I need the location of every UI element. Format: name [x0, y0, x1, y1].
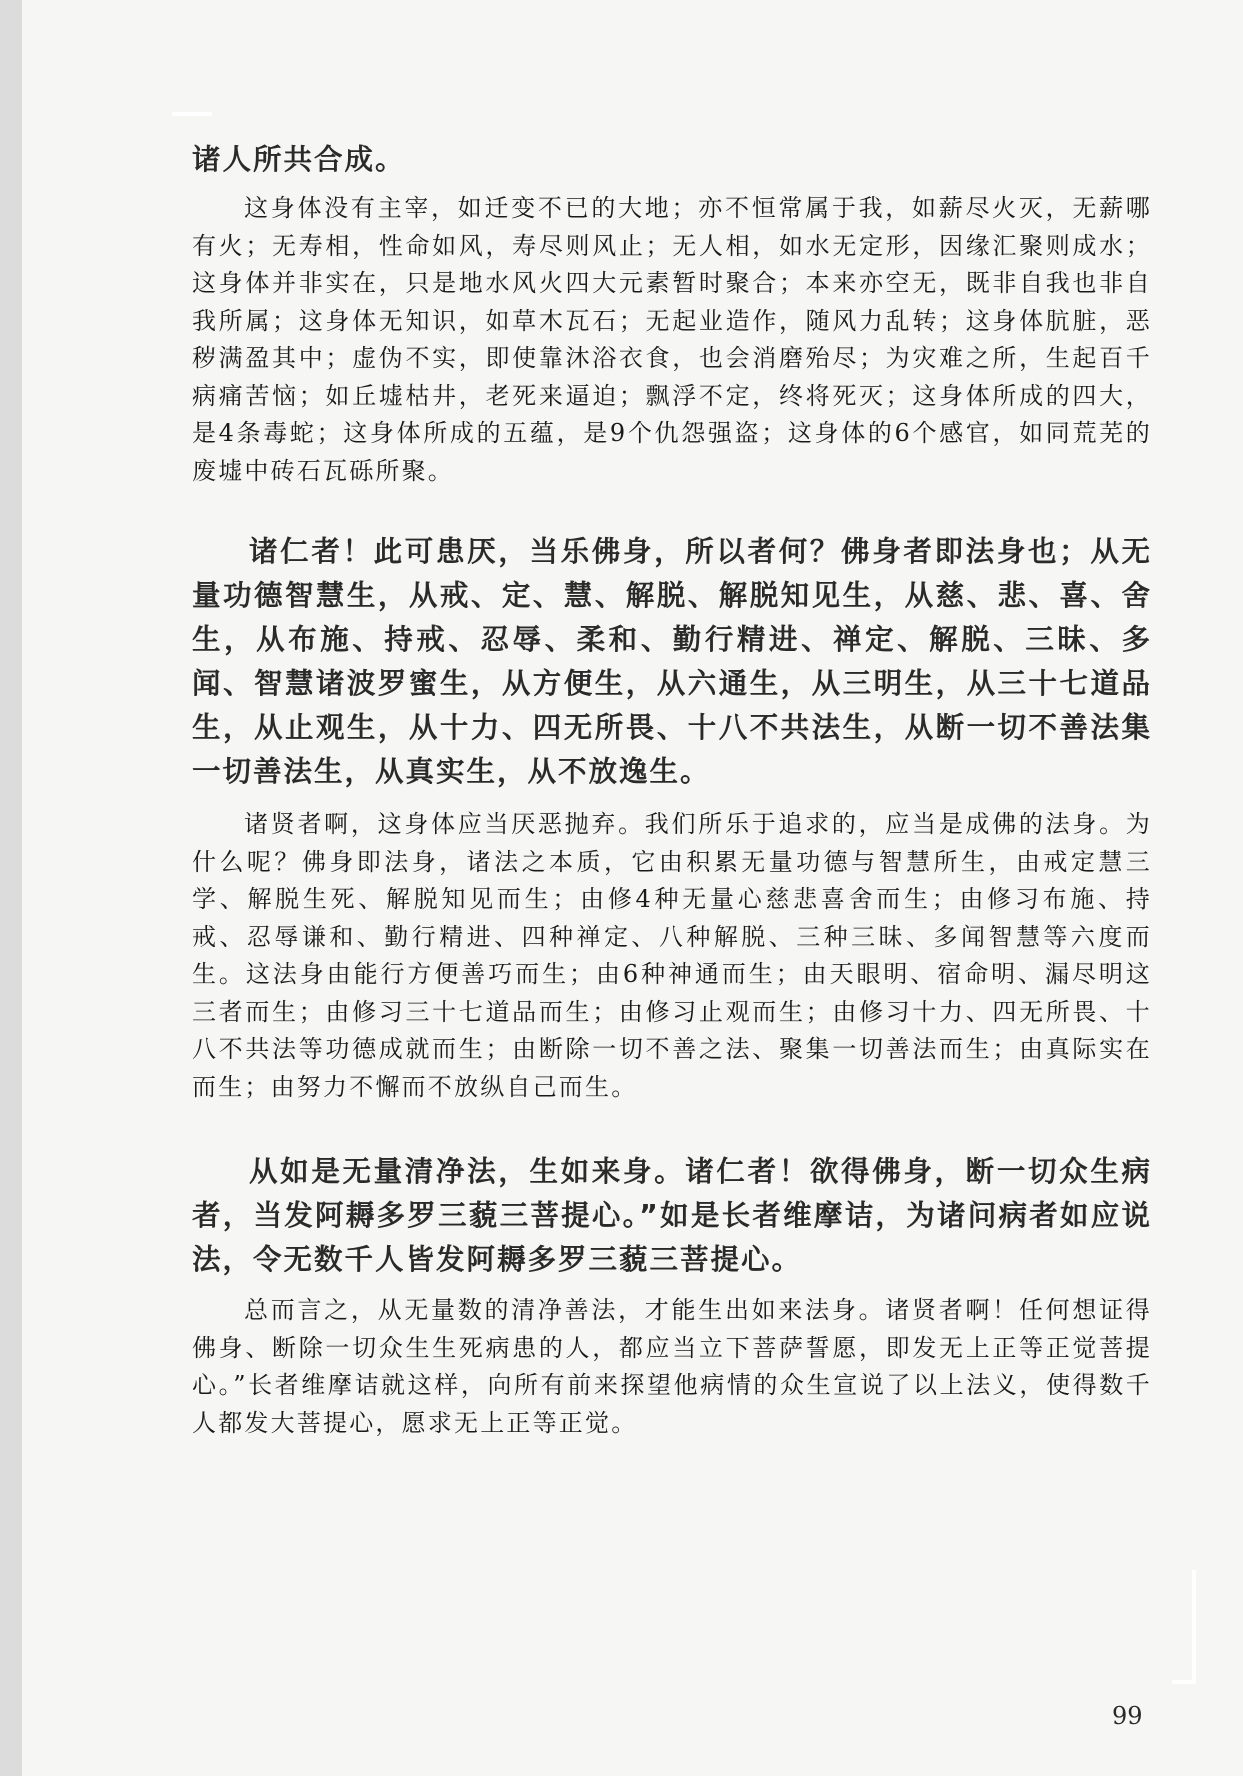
translation-paragraph-3: 总而言之，从无量数的清净善法，才能生出如来法身。诸贤者啊！任何想证得佛身、断除一切众生生死病患的人，都应当立下菩萨誓愿，即发无上正等正觉菩提心。”长者维摩诘就这样，向所有前来探望他病情的众生宣说了以上法义，使得数千人都发大菩提心，愿求无上正等正觉。	[192, 1296, 1152, 1437]
sutra-paragraph-1: 诸人所共合成。	[192, 143, 406, 176]
page-body	[192, 138, 1152, 1442]
translation-paragraph-1: 这身体没有主宰，如迁变不已的大地；亦不恒常属于我，如薪尽火灭，无薪哪有火；无寿相，性命如风，寿尽则风止；无人相，如水无定形，因缘汇聚则成水；这身体并非实在，只是地水风火四大元素暂时聚合；本来亦空无，既非自我也非自我所属；这身体无知识，如草木瓦石；无起业造作，随风力乱转；这身体肮脏，恶秽满盈其中；虚伪不实，即使靠沐浴衣食，也会消磨殆尽；为灾难之所，生起百千病痛苦恼；如丘墟枯井，老死来逼迫；飘浮不定，终将死灭；这身体所成的四大，是4条毒蛇；这身体所成的五蕴，是9个仇怨强盗；这身体的6个感官，如同荒芜的废墟中砖石瓦砾所聚。	[192, 194, 1152, 485]
page-number: 99	[1112, 1702, 1143, 1730]
sutra-paragraph-2: 诸仁者！此可患厌，当乐佛身，所以者何？佛身者即法身也；从无量功德智慧生，从戒、定、慧、解脱、解脱知见生，从慈、悲、喜、舍生，从布施、持戒、忍辱、柔和、勤行精进、禅定、解脱、三昧、多闻、智慧诸波罗蜜生，从方便生，从六通生，从三明生，从三十七道品生，从止观生，从十力、四无所畏、十八不共法生，从断一切不善法集一切善法生，从真实生，从不放逸生。	[192, 535, 1152, 788]
scan-artifact	[172, 112, 212, 116]
crop-mark	[1172, 1570, 1196, 1684]
book-page	[22, 0, 1243, 1776]
sutra-paragraph-3: 从如是无量清净法，生如来身。诸仁者！欲得佛身，断一切众生病者，当发阿耨多罗三藐三菩提心。”如是长者维摩诘，为诸问病者如应说法，令无数千人皆发阿耨多罗三藐三菩提心。	[192, 1155, 1152, 1276]
translation-paragraph-2: 诸贤者啊，这身体应当厌恶抛弃。我们所乐于追求的，应当是成佛的法身。为什么呢？佛身即法身，诸法之本质，它由积累无量功德与智慧所生，由戒定慧三学、解脱生死、解脱知见而生；由修4种无量心慈悲喜舍而生；由修习布施、持戒、忍辱谦和、勤行精进、四种禅定、八种解脱、三种三昧、多闻智慧等六度而生。这法身由能行方便善巧而生；由6种神通而生；由天眼明、宿命明、漏尽明这三者而生；由修习三十七道品而生；由修习止观而生；由修习十力、四无所畏、十八不共法等功德成就而生；由断除一切不善之法、聚集一切善法而生；由真际实在而生；由努力不懈而不放纵自己而生。	[192, 810, 1152, 1101]
